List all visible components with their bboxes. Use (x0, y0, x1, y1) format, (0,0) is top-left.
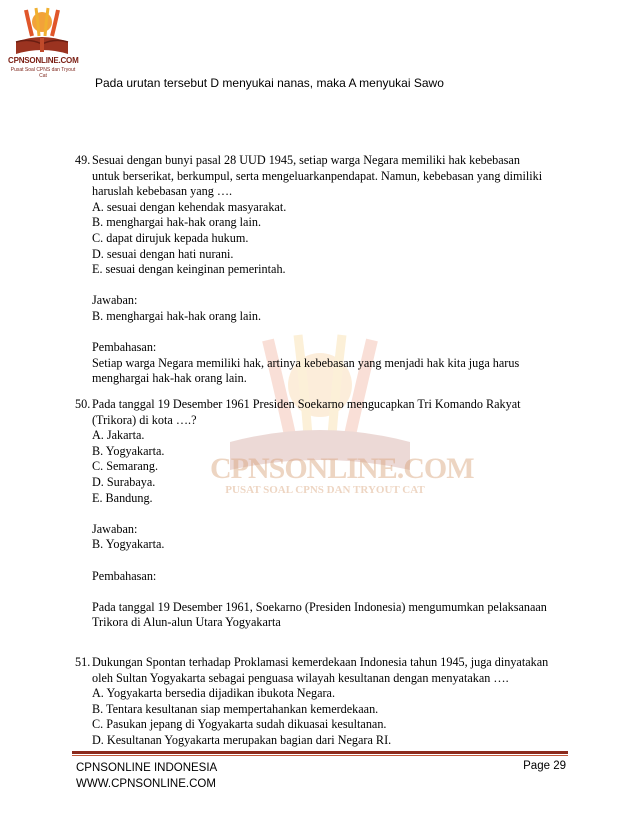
watermark-title: CPNSONLINE.COM (210, 452, 474, 485)
answer-text: B. Yogyakarta. (92, 537, 165, 552)
option-c: C. Pasukan jepang di Yogyakarta sudah dikuasai kesultanan. (92, 717, 387, 732)
option-a: A. sesuai dengan kehendak masyarakat. (92, 199, 287, 214)
option-c: C. Semarang. (92, 459, 159, 474)
footer-divider-thin (72, 755, 568, 756)
logo-tagline: Pusat Soal CPNS dan Tryout Cat (10, 67, 76, 79)
question-51 (75, 655, 575, 749)
question-number: 51. (75, 655, 91, 669)
option-a: A. Jakarta. (92, 428, 145, 443)
watermark-subtitle: PUSAT SOAL CPNS DAN TRYOUT CAT (225, 484, 425, 496)
answer-label: Jawaban: (92, 293, 138, 308)
option-d: D. sesuai dengan hati nurani. (92, 246, 234, 261)
question-number: 49. (75, 153, 91, 167)
page-number: Page 29 (523, 760, 566, 772)
question-50 (75, 397, 575, 631)
question-text: Dukungan Spontan terhadap Proklamasi kemerdekaan Indonesia tahun 1945, juga dinyatakan (92, 655, 549, 669)
option-e: E. sesuai dengan keinginan pemerintah. (92, 262, 286, 277)
option-d: D. Kesultanan Yogyakarta merupakan bagian dari Negara RI. (92, 732, 392, 747)
footer-company: CPNSONLINE INDONESIA (76, 762, 218, 774)
option-c: C. dapat dirujuk kepada hukum. (92, 230, 249, 245)
logo-name: CPNSONLINE.COM (8, 56, 79, 65)
question-text: untuk berserikat, berkumpul, serta mengeluarkanpendapat. Namun, kebebasan yang dimiliki (92, 168, 543, 183)
footer-website: WWW.CPNSONLINE.COM (76, 778, 216, 790)
explanation-text: Trikora di Alun-alun Utara Yogyakarta (92, 615, 281, 630)
question-text: haruslah kebebasan yang …. (92, 184, 233, 199)
option-b: B. Yogyakarta. (92, 443, 165, 458)
question-49 (75, 153, 575, 387)
option-a: A. Yogyakarta bersedia dijadikan ibukota Negara. (92, 686, 335, 701)
footer-info (76, 760, 217, 792)
question-text: oleh Sultan Yogyakarta sebagai penguasa wilayah kesultanan dengan menyatakan …. (92, 670, 509, 685)
intro-text: Pada urutan tersebut D menyukai nanas, maka A menyukai Sawo (95, 76, 444, 90)
explanation-text: Pada tanggal 19 Desember 1961, Soekarno (Presiden Indonesia) mengumumkan pelaksanaan (92, 599, 547, 614)
explanation-label: Pembahasan: (92, 340, 157, 355)
question-text: (Trikora) di kota ….? (92, 412, 197, 427)
option-b: B. menghargai hak-hak orang lain. (92, 215, 261, 230)
option-e: E. Bandung. (92, 490, 153, 505)
footer-divider (72, 751, 568, 754)
question-text: Sesuai dengan bunyi pasal 28 UUD 1945, setiap warga Negara memiliki hak kebebasan (92, 153, 520, 167)
explanation-label: Pembahasan: (92, 568, 157, 583)
answer-text: B. menghargai hak-hak orang lain. (92, 308, 261, 323)
option-d: D. Surabaya. (92, 474, 156, 489)
explanation-text: Setiap warga Negara memiliki hak, artinya kebebasan yang menjadi hak kita juga harus (92, 355, 520, 370)
question-number: 50. (75, 397, 91, 411)
option-b: B. Tentara kesultanan siap mempertahankan kemerdekaan. (92, 701, 379, 716)
question-text: Pada tanggal 19 Desember 1961 Presiden Soekarno mengucapkan Tri Komando Rakyat (92, 397, 521, 411)
answer-label: Jawaban: (92, 521, 138, 536)
explanation-text: menghargai hak-hak orang lain. (92, 371, 247, 386)
